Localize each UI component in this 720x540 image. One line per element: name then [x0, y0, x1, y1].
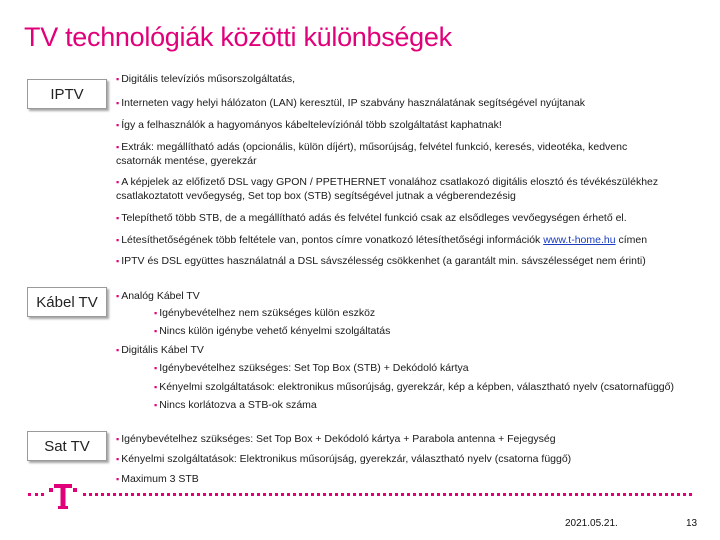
list-item: ▪ Igénybevételhez szükséges: Set Top Box (STB) + Dekódoló kártya	[154, 362, 469, 374]
list-item: ▪ Igénybevételhez szükséges: Set Top Box + Dekódoló kártya + Parabola antenna + Fejegység	[116, 433, 556, 445]
bullet-icon: ▪	[116, 142, 120, 152]
section-label-kabel-tv: Kábel TV	[27, 287, 107, 317]
bullet-icon: ▪	[116, 177, 120, 187]
t-home-link[interactable]: www.t-home.hu	[543, 234, 616, 246]
bullet-icon: ▪	[154, 400, 158, 410]
page-number: 13	[686, 518, 698, 529]
section-label-sat-tv: Sat TV	[27, 431, 107, 461]
bullet-icon: ▪	[116, 256, 120, 266]
telekom-logo	[46, 482, 80, 512]
list-item: ▪ Kényelmi szolgáltatások: elektronikus műsorújság, gyerekzár, kép a képben, választható nyelv (csatornafüggő)	[154, 381, 674, 393]
page-title: TV technológiák közötti különbségek	[24, 22, 452, 52]
section-label-iptv: IPTV	[27, 79, 107, 109]
bullet-icon: ▪	[116, 454, 120, 464]
bullet-icon: ▪	[116, 474, 120, 484]
bullet-icon: ▪	[116, 74, 120, 84]
bullet-icon: ▪	[116, 345, 120, 355]
bullet-icon: ▪	[116, 98, 120, 108]
list-item: ▪ Interneten vagy helyi hálózaton (LAN) keresztül, IP szabvány használatának segítségével nyújtanak	[116, 97, 586, 109]
list-item: ▪ A képjelek az előfizető DSL vagy GPON / PPETHERNET vonalához csatlakozó digitális elosztó és tévékészülékhez csatlakoztatott vevőegység, Set top box (STB) segítségével jutnak a végberendezésig	[116, 176, 659, 202]
list-item: ▪ Így a felhasználók a hagyományos kábeltelevíziónál több szolgáltatást kaphatnak!	[116, 119, 502, 131]
list-item: ▪ Analóg Kábel TV	[116, 290, 200, 302]
bullet-icon: ▪	[116, 235, 120, 245]
list-item: ▪ Digitális Kábel TV	[116, 344, 204, 356]
bullet-icon: ▪	[154, 382, 158, 392]
footer-date: 2021.05.21.	[565, 518, 618, 529]
bullet-icon: ▪	[154, 363, 158, 373]
bullet-icon: ▪	[154, 308, 158, 318]
list-item: ▪ Digitális televíziós műsorszolgáltatás,	[116, 73, 296, 85]
list-item: ▪ Nincs korlátozva a STB-ok száma	[154, 399, 317, 411]
list-item: ▪ Extrák: megállítható adás (opcionális, külön díjért), műsorújság, felvétel funkció, keresés, videotéka, kedvenc csatornák mentése, gyerekzár	[116, 141, 628, 167]
bullet-icon: ▪	[116, 434, 120, 444]
bullet-icon: ▪	[116, 120, 120, 130]
list-item: ▪ Kényelmi szolgáltatások: Elektronikus műsorújság, gyerekzár, választható nyelv (csatorna függő)	[116, 453, 572, 465]
bullet-icon: ▪	[154, 326, 158, 336]
list-item: ▪ Maximum 3 STB	[116, 473, 199, 485]
list-item: ▪ Nincs külön igénybe vehető kényelmi szolgáltatás	[154, 325, 391, 337]
list-item: ▪ IPTV és DSL együttes használatnál a DSL sávszélesség csökkenhet (a garantált min. sávszélességet nem érinti)	[116, 255, 646, 267]
bullet-icon: ▪	[116, 291, 120, 301]
list-item: ▪ Telepíthető több STB, de a megállítható adás és felvétel funkció csak az elsődleges vevőegységen érhető el.	[116, 212, 627, 224]
bullet-icon: ▪	[116, 213, 120, 223]
t-logo-icon	[46, 482, 80, 512]
footer-divider	[28, 493, 692, 496]
list-item: ▪ Létesíthetőségének több feltétele van, pontos címre vonatkozó létesíthetőségi információk www.t-home.hu címen	[116, 234, 648, 246]
list-item: ▪ Igénybevételhez nem szükséges külön eszköz	[154, 307, 376, 319]
